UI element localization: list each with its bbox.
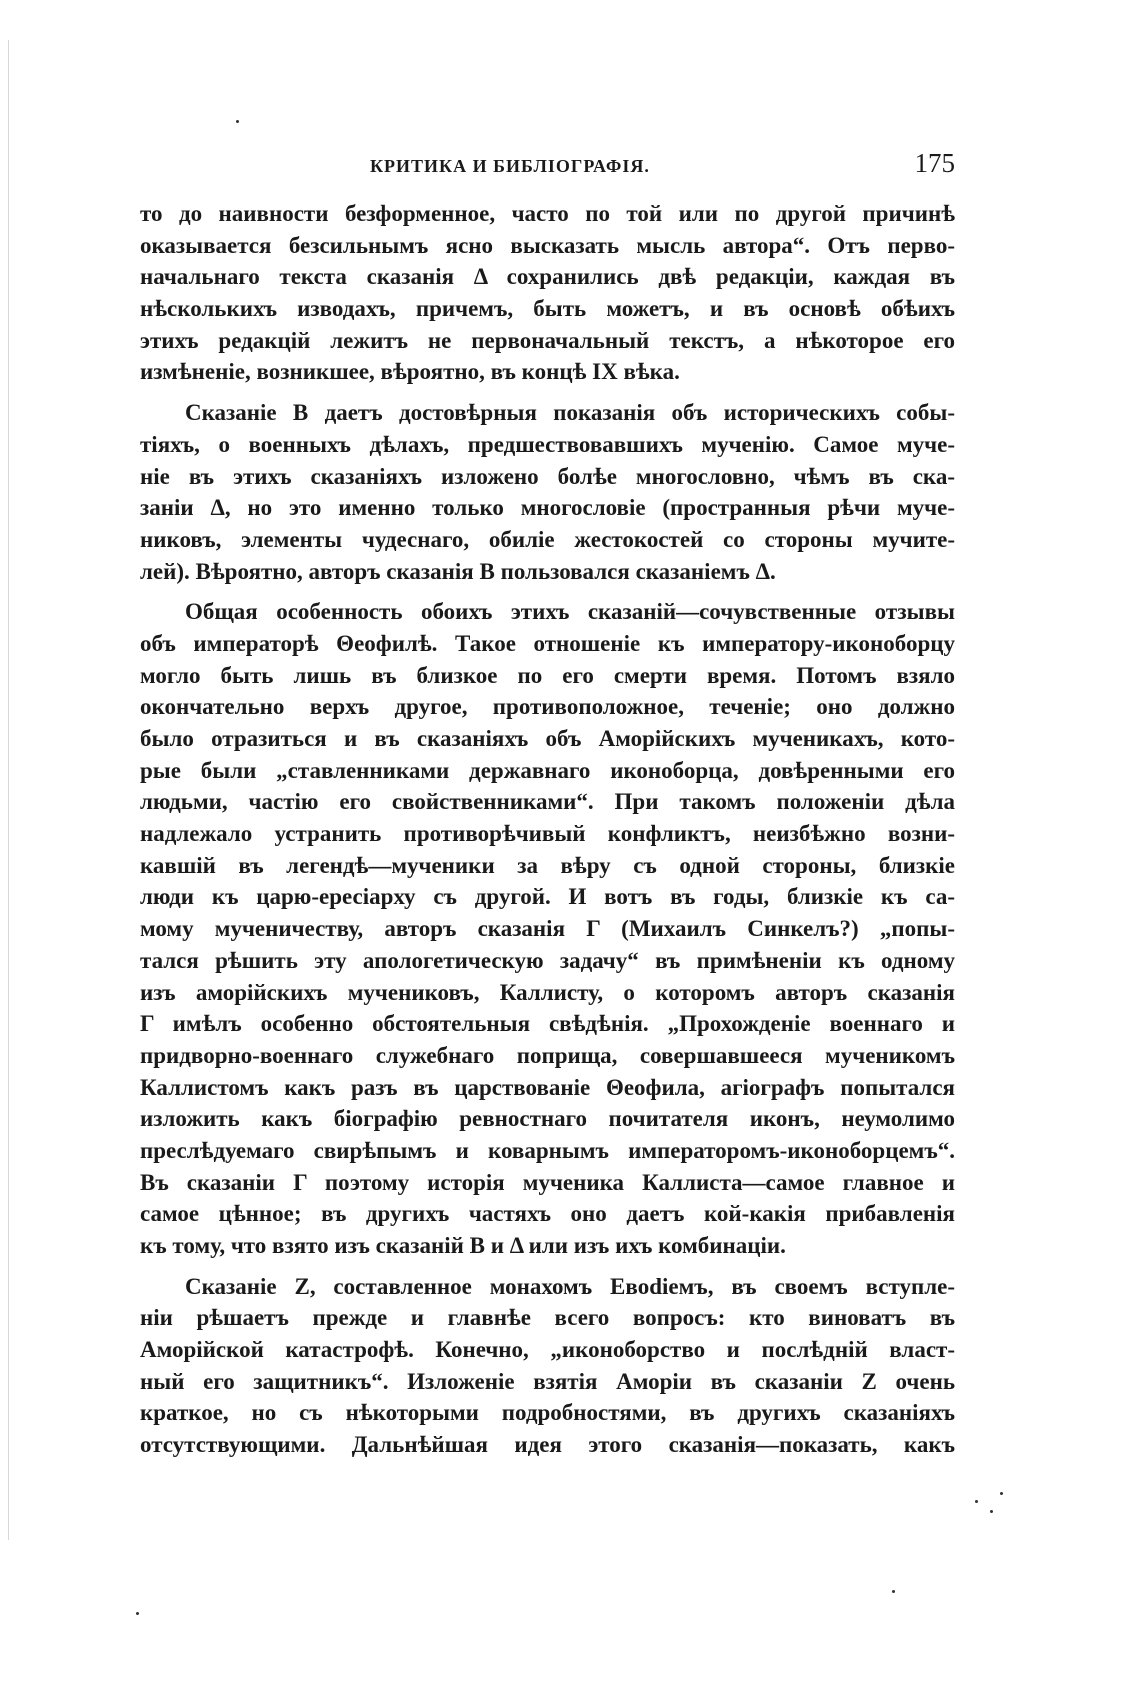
body-text bbox=[140, 198, 955, 1470]
page-edge-line bbox=[8, 40, 9, 1540]
text-line: тался рѣшить эту апологетическую задачу“ въ примѣненіи къ одному bbox=[140, 947, 955, 973]
text-line: кавшій въ легендѣ—мученики за вѣру съ одной стороны, близкіе bbox=[140, 852, 955, 878]
text-line: тіяхъ, о военныхъ дѣлахъ, предшествовавшихъ мученію. Самое муче- bbox=[140, 431, 955, 457]
text-line: нѣсколькихъ изводахъ, причемъ, быть можетъ, и въ основѣ обѣихъ bbox=[140, 296, 955, 322]
text-line: людьми, частію его свойственниками“. При такомъ положеніи дѣла bbox=[140, 789, 955, 815]
scan-speck bbox=[892, 1590, 895, 1593]
text-line: заніи Δ, но это именно только многословіе (пространныя рѣчи муче- bbox=[140, 495, 955, 521]
paragraph-2 bbox=[140, 397, 955, 587]
text-line: преслѣдуемаго свирѣпымъ и коварнымъ императоромъ-иконоборцемъ“. bbox=[140, 1137, 955, 1163]
scan-speck bbox=[975, 1500, 978, 1503]
text-line: этихъ редакцій лежитъ не первоначальный текстъ, а нѣкоторое его bbox=[140, 327, 955, 353]
text-line: могло быть лишь въ близкое по его смерти время. Потомъ взяло bbox=[140, 662, 955, 688]
text-line: объ императорѣ Θеофилѣ. Такое отношеніе къ императору-иконоборцу bbox=[140, 630, 955, 656]
text-line: надлежало устранить противорѣчивый конфликтъ, неизбѣжно возни- bbox=[140, 821, 955, 847]
text-line: ный его защитникъ“. Изложеніе взятія Аморіи въ сказаніи Z очень bbox=[140, 1368, 955, 1394]
text-line: лей). Вѣроятно, авторъ сказанія В пользовался сказаніемъ Δ. bbox=[140, 558, 776, 584]
text-line: изложить какъ біографію ревностнаго почитателя иконъ, неумолимо bbox=[140, 1106, 955, 1132]
scan-speck bbox=[1000, 1492, 1003, 1495]
paragraph-3 bbox=[140, 596, 955, 1261]
text-line: ніи рѣшаетъ прежде и главнѣе всего вопросъ: кто виноватъ въ bbox=[140, 1305, 955, 1331]
paragraph-1 bbox=[140, 198, 955, 388]
text-line: краткое, но съ нѣкоторыми подробностями, въ другихъ сказаніяхъ bbox=[140, 1400, 955, 1426]
scan-speck bbox=[236, 120, 239, 123]
text-line: Сказаніе Z, составленное монахомъ Евodіемъ, въ своемъ вступле- bbox=[185, 1273, 955, 1299]
text-line: Каллистомъ какъ разъ въ царствованіе Θеофила, агіографъ попытался bbox=[140, 1074, 955, 1100]
text-line: измѣненіе, возникшее, вѣроятно, въ концѣ IX вѣка. bbox=[140, 359, 680, 385]
text-line: люди къ царю-ересіарху съ другой. И вотъ въ годы, близкіе къ са- bbox=[140, 884, 955, 910]
text-line: изъ аморійскихъ мучениковъ, Каллисту, о которомъ авторъ сказанія bbox=[140, 979, 955, 1005]
scan-speck bbox=[990, 1510, 993, 1513]
text-line: самое цѣнное; въ другихъ частяхъ оно даетъ кой-какія прибавленія bbox=[140, 1201, 955, 1227]
text-line: Сказаніе B даетъ достовѣрныя показанія объ историческихъ собы- bbox=[185, 400, 955, 426]
text-line: никовъ, элементы чудеснаго, обиліе жестокостей со стороны мучите- bbox=[140, 526, 955, 552]
text-line: ніе въ этихъ сказаніяхъ изложено болѣе многословно, чѣмъ въ ска- bbox=[140, 463, 955, 489]
text-line: то до наивности безформенное, часто по той или по другой причинѣ bbox=[140, 201, 955, 226]
text-line: Аморійской катастрофѣ. Конечно, „иконоборство и послѣдній власт- bbox=[140, 1337, 955, 1363]
text-line: оказывается безсильнымъ ясно высказать мысль автора“. Отъ перво- bbox=[140, 232, 955, 258]
text-line: къ тому, что взято изъ сказаній В и Δ или изъ ихъ комбинаціи. bbox=[140, 1233, 786, 1258]
scan-speck bbox=[136, 1612, 139, 1615]
text-line: Въ сказаніи Γ поэтому исторія мученика Каллиста—самое главное и bbox=[140, 1169, 955, 1195]
page-number: 175 bbox=[914, 148, 955, 178]
text-line: начальнаго текста сказанія Δ сохранились двѣ редакціи, каждая въ bbox=[140, 264, 955, 290]
paragraph-4 bbox=[140, 1271, 955, 1461]
page-header bbox=[140, 148, 955, 188]
text-line: было отразиться и въ сказаніяхъ объ Аморійскихъ мученикахъ, кото- bbox=[140, 726, 955, 751]
text-line: мому мученичеству, авторъ сказанія Γ (Михаилъ Синкелъ?) „попы- bbox=[140, 916, 955, 942]
text-line: придворно-военнаго служебнаго поприща, совершавшееся мученикомъ bbox=[140, 1042, 955, 1068]
text-line: Γ имѣлъ особенно обстоятельныя свѣдѣнія. „Прохожденіе военнаго и bbox=[140, 1011, 955, 1037]
running-head: КРИТИКА И БИБЛІОГРАФІЯ. bbox=[370, 156, 650, 176]
text-line: Общая особенность обоихъ этихъ сказаній—сочувственные отзывы bbox=[185, 599, 955, 625]
text-line: окончательно верхъ другое, противоположное, теченіе; оно должно bbox=[140, 694, 955, 720]
text-line: отсутствующими. Дальнѣйшая идея этого сказанія—показать, какъ bbox=[140, 1432, 955, 1458]
text-line: рые были „ставленниками державнаго иконоборца, довѣренными его bbox=[140, 757, 955, 783]
